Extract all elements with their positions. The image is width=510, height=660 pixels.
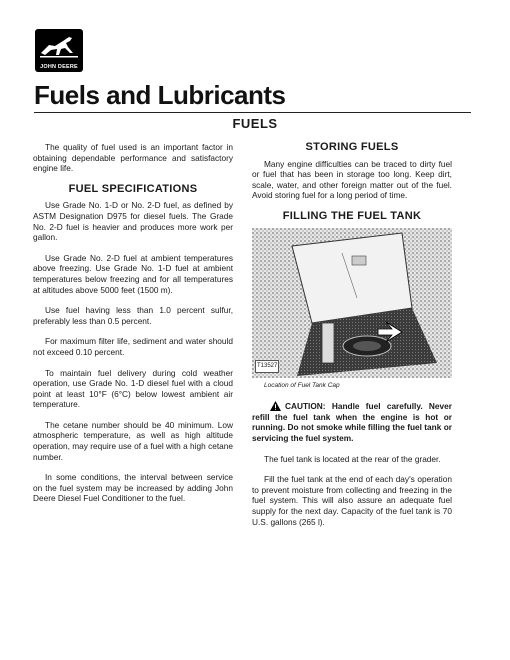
section-title: FUELS [232, 116, 278, 131]
caution-block [252, 401, 452, 443]
spec-paragraph: To maintain fuel delivery during cold weather operation, use Grade No. 1-D diesel fuel with a cloud point at least 10°F (6°C) below lowest ambient air temperature. [33, 367, 233, 410]
spec-paragraph: The cetane number should be 40 minimum. Low atmospheric temperature, as well as high altitude operation, may require use of a fuel with a high cetane number. [33, 419, 233, 462]
spec-paragraph: For maximum filter life, sediment and water should not exceed 0.10 percent. [33, 336, 233, 357]
spec-paragraph: In some conditions, the interval between service on the fuel system may be increased by adding John Deere Diesel Fuel Conditioner to the fuel. [33, 472, 233, 504]
fuel-specifications-heading: FUEL SPECIFICATIONS [68, 182, 198, 195]
logo-text: JOHN DEERE [40, 64, 78, 70]
intro-paragraph: The quality of fuel used is an important factor in obtaining dependable performance and satisfactory engine life. [33, 142, 233, 174]
deer-icon [39, 33, 79, 59]
right-column [252, 142, 452, 537]
john-deere-logo [35, 29, 83, 72]
spec-paragraph: Use fuel having less than 1.0 percent sulfur, preferably less than 0.5 percent. [33, 305, 233, 326]
storing-paragraph: Many engine difficulties can be traced to dirty fuel or fuel that has been in storage too long. Keep dirt, scale, water, and other foreign matter out of the fuel. Avoid storing fuel for a long period of time. [252, 158, 452, 201]
storing-fuels-heading: STORING FUELS [305, 141, 399, 153]
warning-triangle-icon [270, 401, 281, 411]
photo-caption: Location of Fuel Tank Cap [264, 381, 340, 389]
fuel-tank-photo [252, 228, 452, 378]
spec-paragraph: Use Grade No. 2-D fuel at ambient temperatures above freezing. Use Grade No. 1-D fuel at ambient temperatures below freezing and for all temperatures at altitudes above 5000 feet (1500 m). [33, 252, 233, 295]
photo-reference-id: T13527 [255, 360, 279, 373]
fill-tank-paragraph: Fill the fuel tank at the end of each day's operation to prevent moisture from collecting and freezing in the fuel system. This will also assure an adequate fuel supply for the next day. Capacity of the fuel tank is 70 U.S. gallons (265 l). [252, 474, 452, 527]
page-title: Fuels and Lubricants [34, 80, 286, 110]
filling-tank-heading: FILLING THE FUEL TANK [282, 209, 422, 222]
spec-paragraph: Use Grade No. 1-D or No. 2-D fuel, as defined by ASTM Designation D975 for diesel fuels. The Grade No. 2-D fuel is heavier and produces more work per gallon. [33, 200, 233, 243]
caution-text: CAUTION: Handle fuel carefully. Never refill the fuel tank when the engine is hot or running. Do not smoke while filling the fuel tank or servicing the fuel system. [252, 401, 452, 443]
tank-location-paragraph: The fuel tank is located at the rear of the grader. [264, 453, 441, 464]
left-column [33, 142, 233, 514]
title-divider [34, 112, 471, 113]
